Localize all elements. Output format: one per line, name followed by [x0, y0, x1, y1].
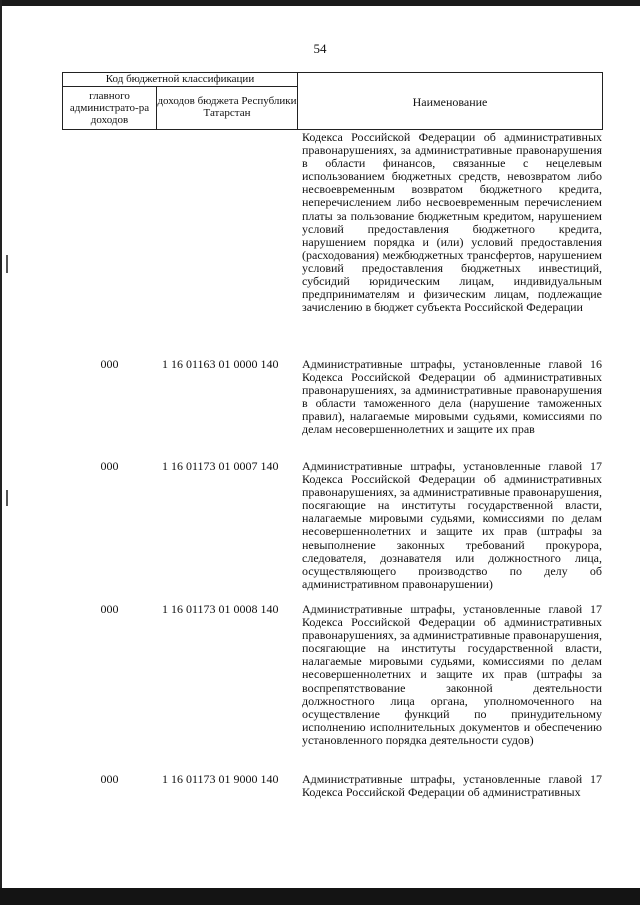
header-name-column: Наименование	[297, 72, 603, 130]
row-name: Административные штрафы, установленные главой 17 Кодекса Российской Федерации об административных	[302, 772, 602, 800]
admin-code: 000	[100, 357, 119, 371]
scan-left-border	[0, 0, 2, 905]
header-admin-column: главного администрато-ра доходов	[62, 86, 157, 130]
row-name: Административные штрафы, установленные главой 16 Кодекса Российской Федерации об административных правонарушениях, за административные правонарушения в области таможенного дела (нарушение таможенных правил), налагаемые мировыми судьями, комиссиями по делам несовершеннолетних и защите их прав	[302, 357, 602, 437]
admin-code: 000	[100, 459, 119, 473]
header-income-column: доходов бюджета Республики Татарстан	[156, 86, 298, 130]
scan-mark	[6, 255, 8, 273]
income-code: 1 16 01173 01 0008 140	[162, 602, 279, 616]
admin-code: 000	[100, 602, 119, 616]
income-code: 1 16 01163 01 0000 140	[162, 357, 279, 371]
scan-mark	[6, 490, 8, 506]
scan-top-border	[0, 0, 640, 6]
row-name: Административные штрафы, установленные главой 17 Кодекса Российской Федерации об административных правонарушениях, за административные правонарушения, посягающие на институты государственной власти, налагаемые мировыми судьями, комиссиями по делам несовершеннолетних и защите их прав (штрафы за воспрепятствование законной деятельности должностного лица органа, уполномоченного на осуществление функций по принудительному исполнению исполнительных документов и обеспечению установленного порядка деятельности судов)	[302, 602, 602, 747]
income-code: 1 16 01173 01 9000 140	[162, 772, 279, 786]
admin-code: 000	[100, 772, 119, 786]
income-code: 1 16 01173 01 0007 140	[162, 459, 279, 473]
page-number: 54	[313, 41, 327, 56]
scan-bottom-border	[0, 888, 640, 905]
row-name: Кодекса Российской Федерации об административных правонарушениях, за административные правонарушения в области финансов, связанные с нецелевым использованием бюджетных средств, невозвратом либо несвоевременным возвратом бюджетного кредита, неперечислением либо несвоевременным перечислением платы за пользование бюджетным кредитом, нарушением условий предоставления бюджетного кредита, нарушением порядка и (или) условий предоставления (расходования) межбюджетных трансфертов, нарушением условий предоставления бюджетных инвестиций, субсидий юридическим лицам, индивидуальным предпринимателям и физическим лицам, подлежащие зачислению в бюджет субъекта Российской Федерации	[302, 130, 602, 315]
header-code-group: Код бюджетной классификации	[62, 72, 298, 87]
row-name: Административные штрафы, установленные главой 17 Кодекса Российской Федерации об административных правонарушениях, за административные правонарушения, посягающие на институты государственной власти, налагаемые мировыми судьями, комиссиями по делам несовершеннолетних и защите их прав (штрафы за невыполнение законных требований прокурора, следователя, дознавателя или должностного лица, осуществляющего производство по делу об административном правонарушении)	[302, 459, 602, 591]
